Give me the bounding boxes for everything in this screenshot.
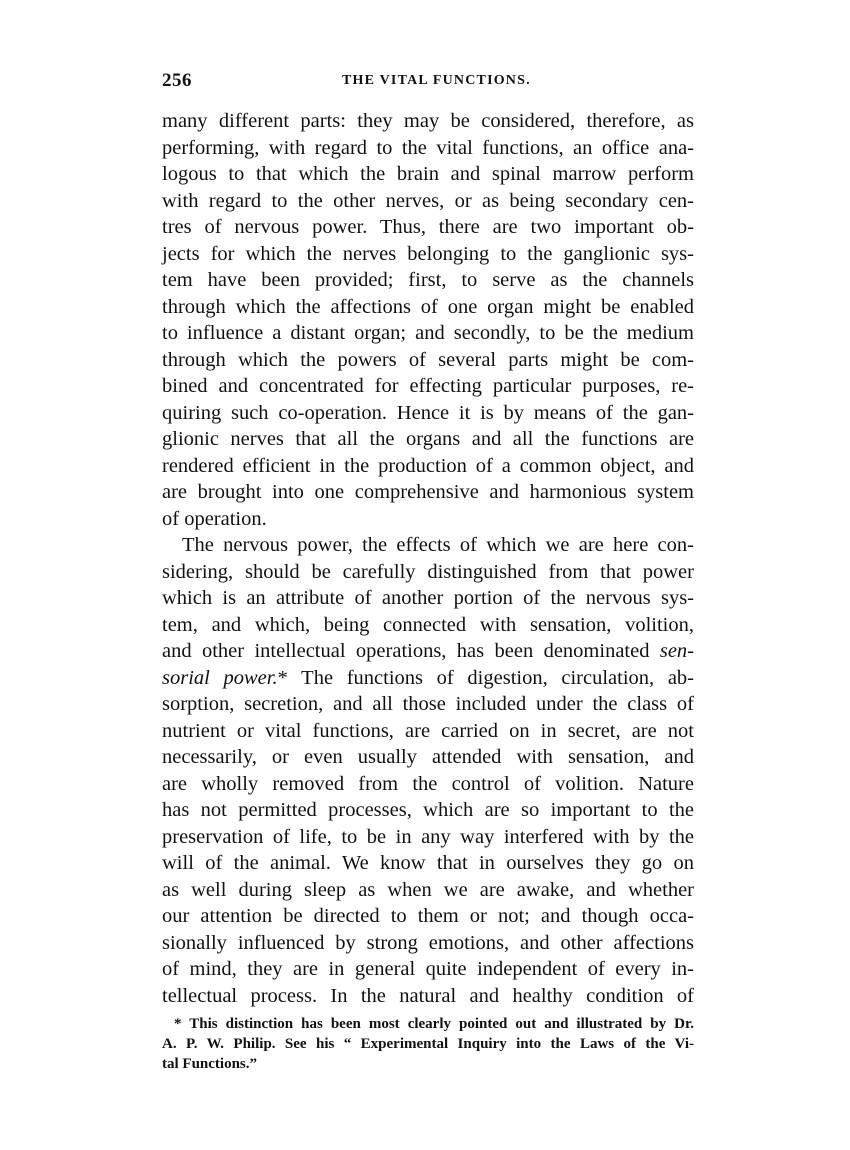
text-segment: and other intellectual operations, has been denominated xyxy=(162,640,650,662)
text-line: to influence a distant organ; and secondly, to be the medium xyxy=(162,322,694,344)
text-line: preservation of life, to be in any way interfered with by the xyxy=(162,825,694,848)
text-line: tellectual process. In the natural and healthy condition of xyxy=(162,984,694,1007)
text-line: performing, with regard to the vital functions, an office ana- xyxy=(162,136,694,159)
text-line xyxy=(162,665,694,692)
text-line: are wholly removed from the control of volition. Nature xyxy=(162,772,694,795)
text-line: with regard to the other nerves, or as being secondary cen- xyxy=(162,189,694,212)
italic-term: sen- xyxy=(659,640,694,662)
text-line: necessarily, or even usually attended with sensation, and xyxy=(162,746,694,768)
text-line: rendered efficient in the production of a common object, and xyxy=(162,454,694,477)
text-line: tem have been provided; first, to serve as the channels xyxy=(162,269,694,291)
text-line: many different parts: they may be considered, therefore, as xyxy=(162,110,694,132)
italic-term: sorial power. xyxy=(162,666,278,689)
text-line: The nervous power, the effects of which we are here con- xyxy=(182,534,694,556)
body-text xyxy=(162,108,694,1009)
text-line: jects for which the nerves belonging to the ganglionic sys- xyxy=(162,242,694,265)
text-line: as well during sleep as when we are awake, and whether xyxy=(162,878,694,901)
running-title: THE VITAL FUNCTIONS. xyxy=(342,73,531,88)
page-number: 256 xyxy=(162,70,192,91)
text-line: sorption, secretion, and all those included under the class of xyxy=(162,693,694,715)
text-line: are brought into one comprehensive and harmonious system xyxy=(162,481,694,503)
footnote-line: A. P. W. Philip. See his “ Experimental Inquiry into the Laws of the Vi- xyxy=(162,1036,694,1052)
text-line: will of the animal. We know that in ourselves they go on xyxy=(162,852,694,874)
footnote-line: tal Functions.” xyxy=(162,1056,258,1072)
text-line: of operation. xyxy=(162,507,267,530)
text-line: glionic nerves that all the organs and all the functions are xyxy=(162,428,694,450)
text-line: bined and concentrated for effecting particular purposes, re- xyxy=(162,375,694,397)
page-header xyxy=(162,70,692,94)
text-line: has not permitted processes, which are so important to the xyxy=(162,799,694,821)
text-line: tem, and which, being connected with sensation, volition, xyxy=(162,613,694,636)
text-segment: * The functions of digestion, circulation, ab- xyxy=(277,666,694,689)
paragraph-1 xyxy=(162,108,694,532)
text-line: sionally influenced by strong emotions, and other affections xyxy=(162,931,694,954)
footnote-line: * This distinction has been most clearly pointed out and illustrated by Dr. xyxy=(174,1016,694,1032)
paragraph-2 xyxy=(162,532,694,1009)
text-line: which is an attribute of another portion of the nervous sys- xyxy=(162,587,694,609)
text-line: nutrient or vital functions, are carried on in secret, are not xyxy=(162,719,694,742)
text-line: tres of nervous power. Thus, there are two important ob- xyxy=(162,216,694,238)
text-line: sidering, should be carefully distinguished from that power xyxy=(162,560,694,583)
text-line: through which the powers of several parts might be com- xyxy=(162,348,694,371)
text-line xyxy=(162,638,694,665)
text-line: of mind, they are in general quite independent of every in- xyxy=(162,958,694,980)
text-line: our attention be directed to them or not; and though occa- xyxy=(162,905,694,927)
text-line: logous to that which the brain and spinal marrow perform xyxy=(162,163,694,185)
footnote xyxy=(162,1014,694,1074)
text-line: through which the affections of one organ might be enabled xyxy=(162,295,694,318)
text-line: quiring such co-operation. Hence it is by means of the gan- xyxy=(162,401,694,424)
